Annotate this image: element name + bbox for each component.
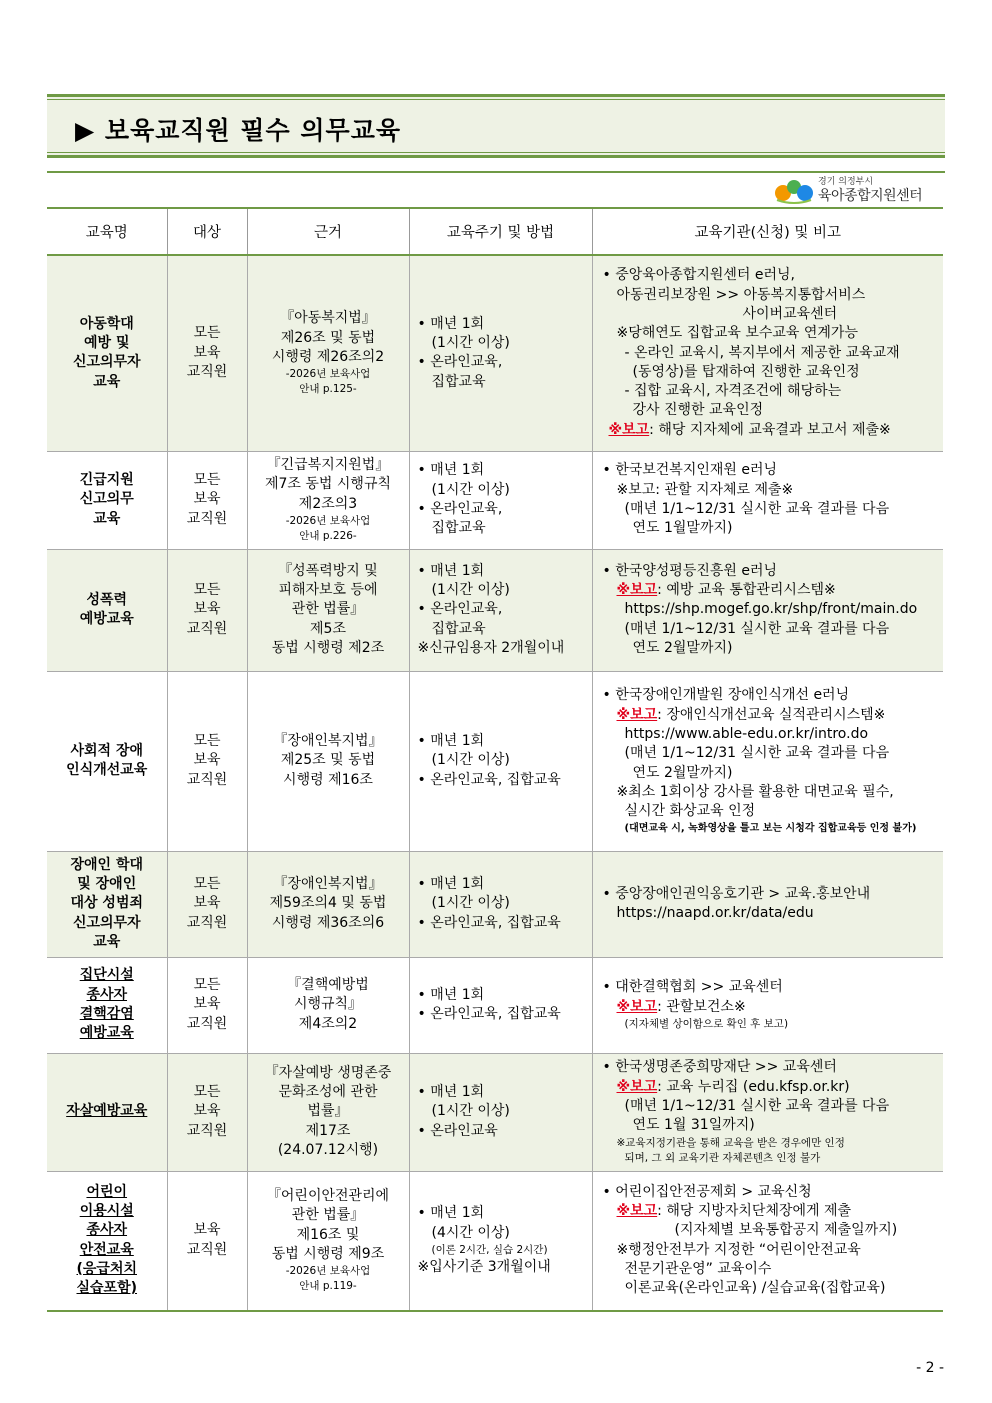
institution-cell: • 한국양성평등진흥원 e러닝 ※보고: 예방 교육 통합관리시스템※ https://shp.mogef.go.kr/shp/front/main.do (매년 1/1~12/31 실시한 교육 결과를 다음 연도 2월말까지)	[592, 549, 943, 671]
course-name: 장애인 학대 및 장애인 대상 성범죄 신고의무자 교육	[47, 851, 167, 957]
institution-cell: • 중앙육아종합지원센터 e러닝, 아동권리보장원 >> 아동복지통합서비스 사이버교육센터 ※당해연도 집합교육 보수교육 연계가능 - 온라인 교육시, 복지부에서 제공한 교육교재 (동영상)를 탑재하여 진행한 교육인정 - 집합 교육시, 자격조건에 해당하는 강사 진행한 교육인정 ※보고: 해당 지자체에 교육결과 보고서 제출※	[592, 255, 943, 451]
center-logo	[774, 174, 944, 206]
logo-title: 육아종합지원센터	[818, 188, 923, 204]
method-cell: • 매년 1회 (1시간 이상) • 온라인교육, 집합교육	[409, 851, 592, 957]
report-label: ※보고	[616, 998, 658, 1015]
course-name: 집단시설 종사자 결핵감염 예방교육	[47, 957, 167, 1053]
course-name: 긴급지원 신고의무 교육	[47, 451, 167, 549]
header-target: 대상	[167, 208, 247, 255]
method-cell: • 매년 1회 (1시간 이상) • 온라인교육, 집합교육	[409, 671, 592, 851]
institution-cell: • 한국생명존중희망재단 >> 교육센터 ※보고: 교육 누리집 (edu.kfsp.or.kr) (매년 1/1~12/31 실시한 교육 결과를 다음 연도 1월 31일까지) ※교육지정기관을 통해 교육을 받은 경우에만 인정 되며, 그 외 교육기관 자체콘텐츠 인정 불가	[592, 1053, 943, 1171]
report-label: ※보고	[616, 706, 658, 723]
report-label: ※보고	[608, 421, 650, 438]
target-cell: 보육 교직원	[167, 1171, 247, 1311]
table-row	[47, 671, 943, 851]
table-row	[47, 957, 943, 1053]
course-name: 사회적 장애 인식개선교육	[47, 671, 167, 851]
target-cell: 모든 보육 교직원	[167, 671, 247, 851]
basis-cell: 『결핵예방법 시행규칙』 제4조의2	[247, 957, 409, 1053]
method-cell: • 매년 1회 (1시간 이상) • 온라인교육	[409, 1053, 592, 1171]
institution-cell: • 한국장애인개발원 장애인식개선 e러닝 ※보고: 장애인식개선교육 실적관리시스템※ https://www.able-edu.or.kr/intro.do (매년 1/1~12/31 실시한 교육 결과를 다음 연도 2월말까지) ※최소 1회이상 강사를 활용한 대면교육 필수, 실시간 화상교육 인정 (대면교육 시, 녹화영상을 틀고 보는 시청각 집합교육등 인정 불가)	[592, 671, 943, 851]
table-row	[47, 851, 943, 957]
logo-subtitle: 경기 의정부시	[818, 177, 874, 187]
target-cell: 모든 보육 교직원	[167, 851, 247, 957]
target-cell: 모든 보육 교직원	[167, 1053, 247, 1171]
target-cell: 모든 보육 교직원	[167, 451, 247, 549]
report-label: ※보고	[616, 582, 658, 599]
table-row	[47, 255, 943, 451]
table-header-row	[47, 208, 943, 255]
inst-note: (대면교육 시, 녹화영상을 틀고 보는 시청각 집합교육등 인정 불가)	[624, 822, 917, 834]
course-name: 아동학대 예방 및 신고의무자 교육	[47, 255, 167, 451]
report-label: ※보고	[616, 1078, 658, 1095]
education-table	[47, 207, 943, 1312]
course-name: 자살예방교육	[47, 1053, 167, 1171]
table-row	[47, 1171, 943, 1311]
header-course: 교육명	[47, 208, 167, 255]
institution-cell: • 어린이집안전공제회 > 교육신청 ※보고: 해당 지방자치단체장에게 제출 (지자체별 보육통합공지 제출일까지) ※행정안전부가 지정한 “어린이안전교육 전문기관운영” 교육이수 이론교육(온라인교육) /실습교육(집합교육)	[592, 1171, 943, 1311]
basis-cell: 『어린이안전관리에 관한 법률』 제16조 및 동법 시행령 제9조 -2026년 보육사업 안내 p.119-	[247, 1171, 409, 1311]
website-link[interactable]: https://shp.mogef.go.kr/shp/front/main.do	[624, 601, 918, 618]
table-row	[47, 549, 943, 671]
table-row	[47, 1053, 943, 1171]
header-method: 교육주기 및 방법	[409, 208, 592, 255]
website-link[interactable]: https://naapd.or.kr/data/edu	[616, 905, 814, 921]
target-cell: 모든 보육 교직원	[167, 255, 247, 451]
institution-cell: • 한국보건복지인재원 e러닝 ※보고: 관할 지자체로 제출※ (매년 1/1~12/31 실시한 교육 결과를 다음 연도 1월말까지)	[592, 451, 943, 549]
method-cell: • 매년 1회 (1시간 이상) • 온라인교육, 집합교육	[409, 451, 592, 549]
divider	[47, 171, 945, 173]
basis-cell: 『자살예방 생명존중 문화조성에 관한 법률』 제17조 (24.07.12시행)	[247, 1053, 409, 1171]
method-cell: • 매년 1회 • 온라인교육, 집합교육	[409, 957, 592, 1053]
basis-cell: 『긴급복지지원법』 제7조 동법 시행규칙 제2조의3 -2026년 보육사업 안내 p.226-	[247, 451, 409, 549]
website-link[interactable]: https://www.able-edu.or.kr/intro.do	[624, 726, 869, 743]
header-basis: 근거	[247, 208, 409, 255]
target-cell: 모든 보육 교직원	[167, 549, 247, 671]
course-name: 어린이 이용시설 종사자 안전교육 (응급처치 실습포함)	[47, 1171, 167, 1311]
target-cell: 모든 보육 교직원	[167, 957, 247, 1053]
method-cell: • 매년 1회 (1시간 이상) • 온라인교육, 집합교육	[409, 255, 592, 451]
basis-cell: 『장애인복지법』 제59조의4 및 동법 시행령 제36조의6	[247, 851, 409, 957]
institution-cell: • 대한결핵협회 >> 교육센터 ※보고: 관할보건소※ (지자체별 상이함으로 확인 후 보고)	[592, 957, 943, 1053]
report-label: ※보고	[616, 1203, 658, 1220]
institution-cell: • 중앙장애인권익옹호기관 > 교육.홍보안내 https://naapd.or.kr/data/edu	[592, 851, 943, 957]
page-title: ▶ 보육교직원 필수 의무교육	[75, 116, 401, 145]
basis-cell: 『장애인복지법』 제25조 및 동법 시행령 제16조	[247, 671, 409, 851]
basis-cell: 『아동복지법』 제26조 및 동법 시행령 제26조의2 -2026년 보육사업 안내 p.125-	[247, 255, 409, 451]
method-cell: • 매년 1회 (1시간 이상) • 온라인교육, 집합교육 ※신규임용자 2개월이내	[409, 549, 592, 671]
title-banner	[47, 94, 945, 158]
table-row	[47, 451, 943, 549]
basis-cell: 『성폭력방지 및 피해자보호 등에 관한 법률』 제5조 동법 시행령 제2조	[247, 549, 409, 671]
page-number: - 2 -	[916, 1360, 944, 1376]
logo-mark-icon	[774, 176, 814, 204]
method-cell: • 매년 1회 (4시간 이상) (이론 2시간, 실습 2시간) ※입사기준 3개월이내	[409, 1171, 592, 1311]
header-institution: 교육기관(신청) 및 비고	[592, 208, 943, 255]
course-name: 성폭력 예방교육	[47, 549, 167, 671]
